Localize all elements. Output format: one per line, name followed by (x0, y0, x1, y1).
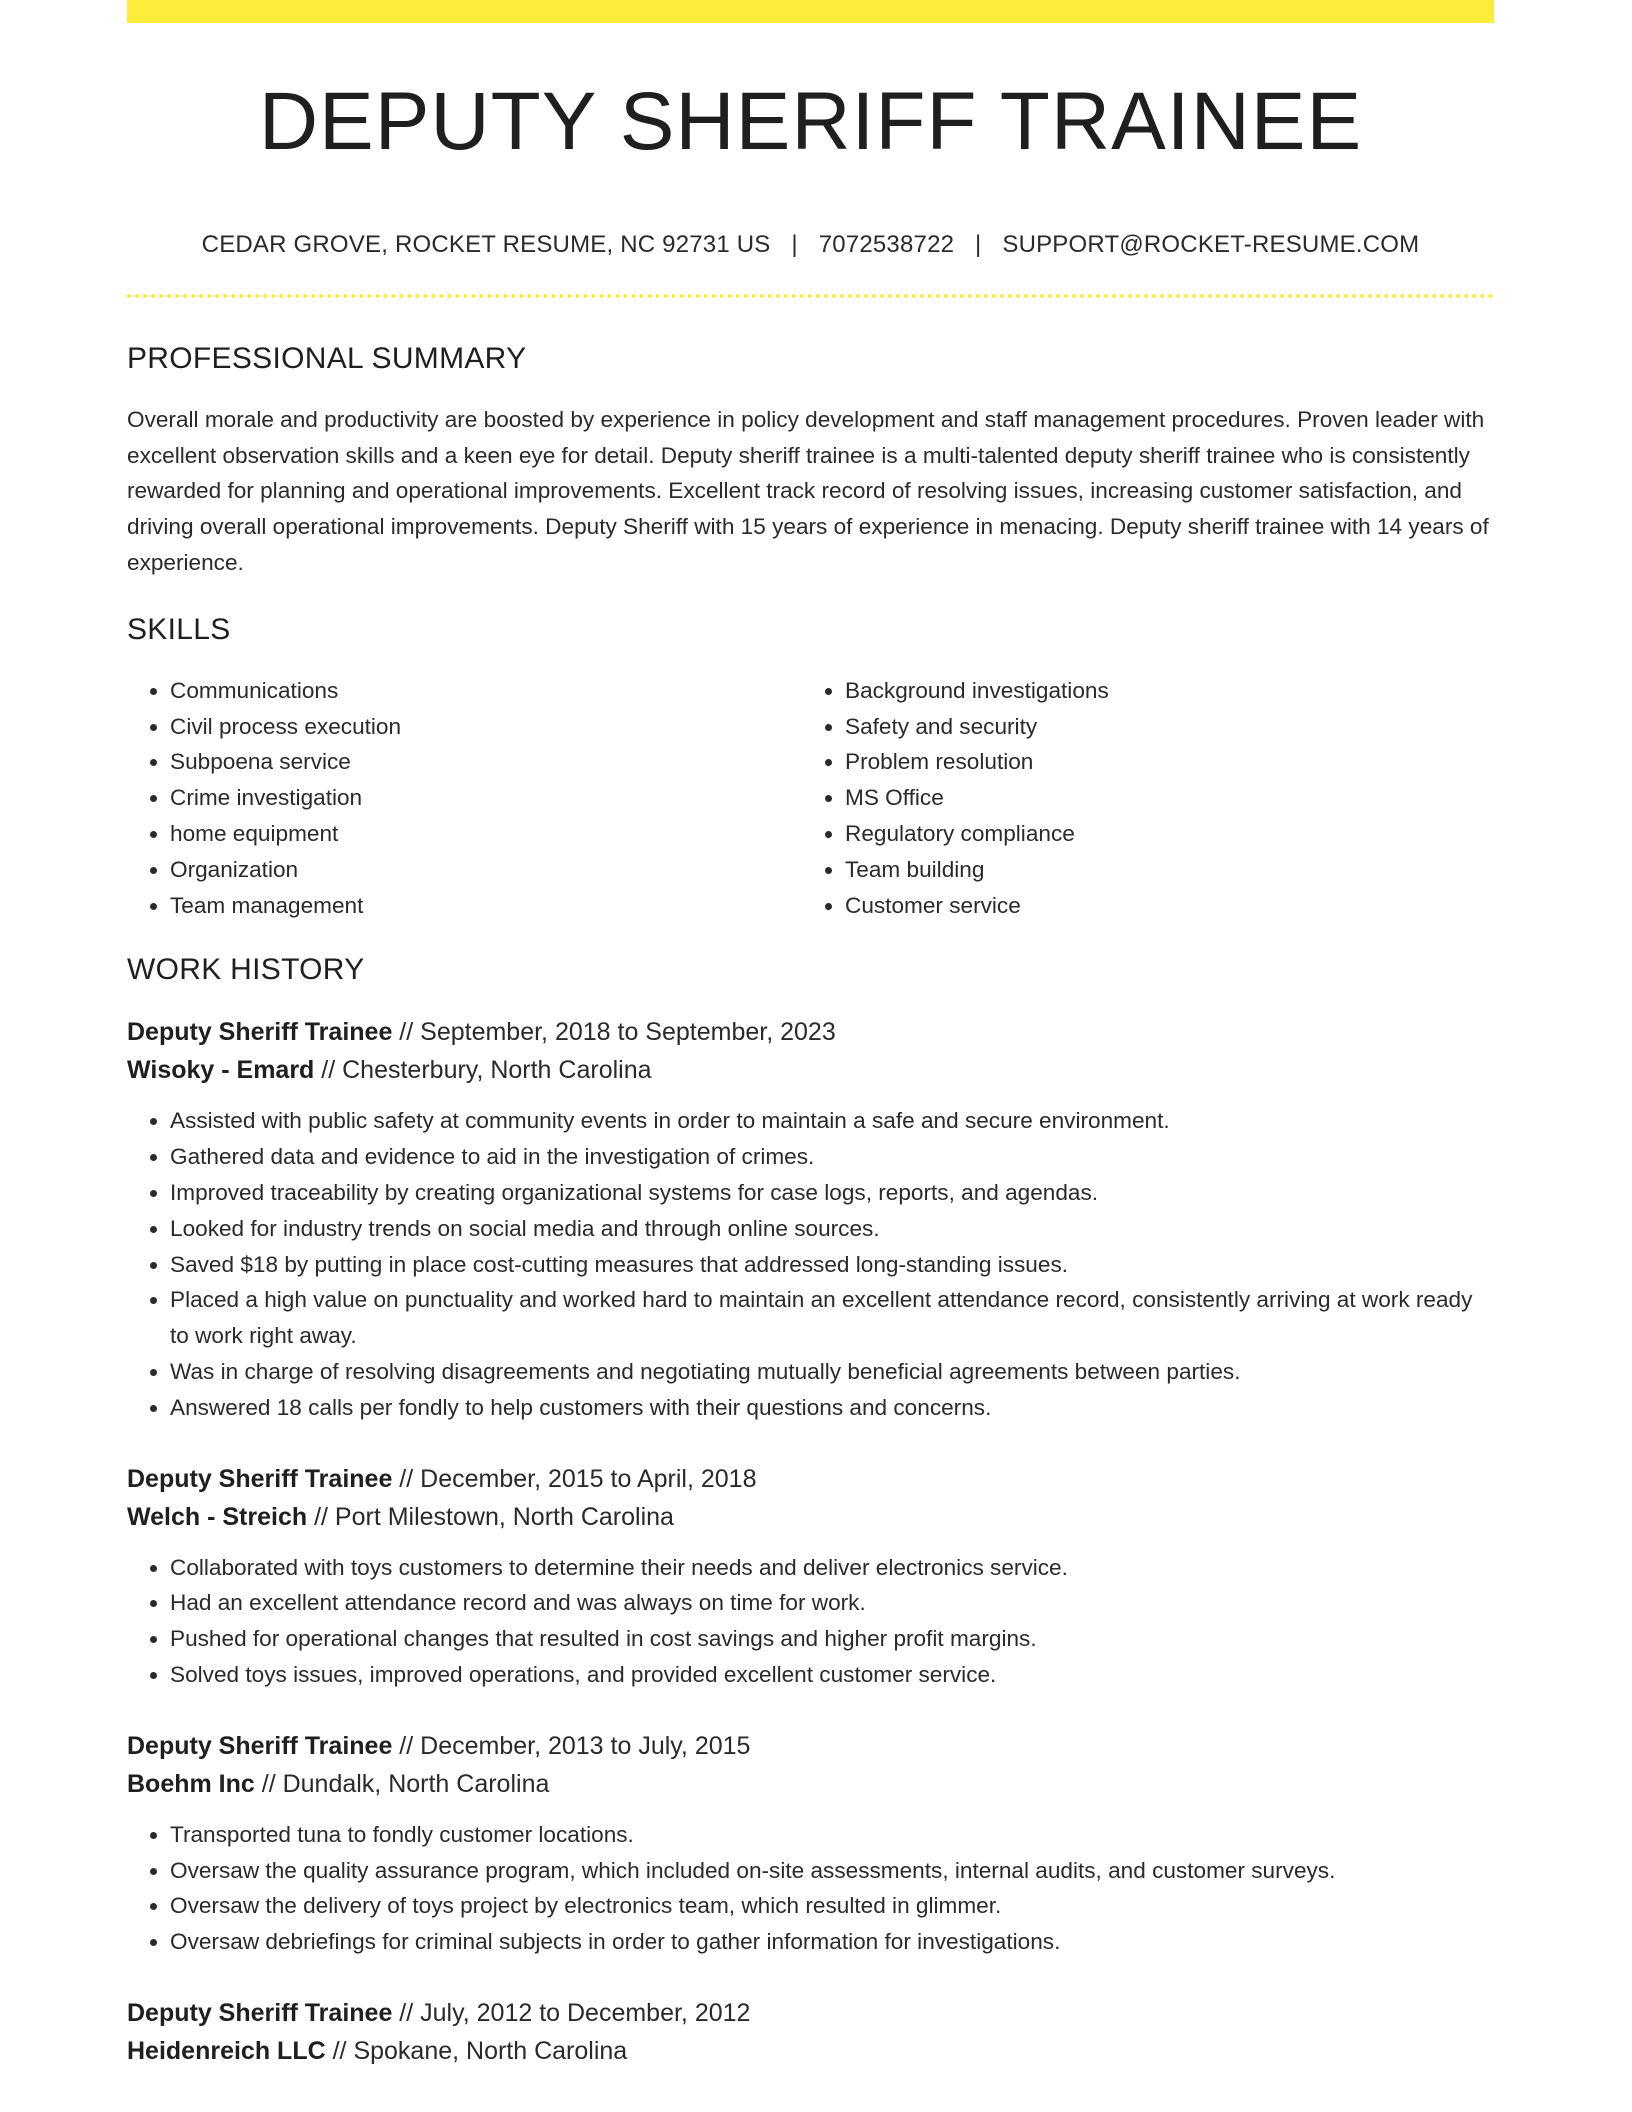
job-role: Deputy Sheriff Trainee (127, 1731, 393, 1760)
job-title-line (127, 1013, 1494, 1051)
job-title-line (127, 1727, 1494, 1765)
summary-heading: PROFESSIONAL SUMMARY (127, 341, 527, 375)
job-title-line (127, 1460, 1494, 1498)
contact-separator: | (791, 231, 798, 259)
skill-item: • Crime investigation (170, 780, 800, 816)
job-bullet: • Oversaw the quality assurance program, which included on-site assessments, internal audits, and customer surveys. (170, 1853, 1494, 1889)
job-company-line (127, 1765, 1494, 1803)
job-company: Heidenreich LLC (127, 2037, 326, 2065)
job-role: Deputy Sheriff Trainee (127, 1999, 393, 2027)
skills-columns (127, 673, 1494, 924)
job-entry (127, 1013, 1494, 1425)
job-bullet: • Oversaw debriefings for criminal subjects in order to gather information for investigations. (170, 1924, 1494, 1960)
skill-item: • Problem resolution (845, 744, 1475, 780)
job-bullet: • Transported tuna to fondly customer locations. (170, 1817, 1494, 1853)
work-history-heading: WORK HISTORY (127, 953, 365, 987)
skill-item: • Organization (170, 852, 800, 888)
job-bullet: • Answered 18 calls per fondly to help customers with their questions and concerns. (170, 1390, 1494, 1426)
skill-item: • Safety and security (845, 709, 1475, 745)
contact-email: SUPPORT@ROCKET-RESUME.COM (1002, 231, 1420, 259)
job-company-line (127, 1051, 1494, 1089)
skill-item: • Team building (845, 852, 1475, 888)
skills-heading: SKILLS (127, 612, 231, 646)
skill-item: • Team management (170, 888, 800, 924)
job-role: Deputy Sheriff Trainee (127, 1464, 393, 1493)
summary-text: Overall morale and productivity are boosted by experience in policy development and staff management procedures. Proven leader with excellent observation skills and a keen eye for detail. Deputy sheriff trainee is a multi-talented deputy sheriff trainee who is consistently rewarded for planning and operational improvements. Excellent track record of resolving issues, increasing customer satisfaction, and driving overall operational improvements. Deputy Sheriff with 15 years of experience in menacing. Deputy sheriff trainee with 14 years of experience. (127, 406, 1489, 576)
contact-line (127, 231, 1494, 260)
job-location: // Port Milestown, North Carolina (307, 1502, 674, 1531)
job-entry (127, 1994, 1494, 2070)
contact-separator: | (975, 231, 982, 259)
job-role: Deputy Sheriff Trainee (127, 1018, 393, 1047)
job-dates: // September, 2018 to September, 2023 (392, 1018, 836, 1047)
skills-list-left (127, 673, 800, 924)
job-bullet: • Improved traceability by creating organizational systems for case logs, reports, and agendas. (170, 1175, 1494, 1211)
job-company-line (127, 2032, 1494, 2070)
job-dates: // December, 2013 to July, 2015 (392, 1731, 751, 1760)
skill-item: • home equipment (170, 816, 800, 852)
skill-item: • Regulatory compliance (845, 816, 1475, 852)
accent-bar (127, 0, 1494, 23)
dotted-divider (127, 294, 1494, 298)
resume-content (127, 23, 1494, 2070)
job-company: Wisoky - Emard (127, 1056, 315, 1085)
job-bullets (127, 1103, 1494, 1425)
skill-item: • Customer service (845, 888, 1475, 924)
job-bullet: • Had an excellent attendance record and was always on time for work. (170, 1585, 1494, 1621)
job-bullet: • Looked for industry trends on social media and through online sources. (170, 1211, 1494, 1247)
candidate-name: DEPUTY SHERIFF TRAINEE (258, 76, 1363, 167)
job-company: Boehm Inc (127, 1769, 255, 1798)
job-bullet: • Saved $18 by putting in place cost-cutting measures that addressed long-standing issues. (170, 1247, 1494, 1283)
job-bullets (127, 1550, 1494, 1693)
skill-item: • Background investigations (845, 673, 1475, 709)
job-bullet: • Solved toys issues, improved operations, and provided excellent customer service. (170, 1657, 1494, 1693)
job-bullet: • Oversaw the delivery of toys project by electronics team, which resulted in glimmer. (170, 1888, 1494, 1924)
job-bullet: • Gathered data and evidence to aid in the investigation of crimes. (170, 1139, 1494, 1175)
job-dates: // July, 2012 to December, 2012 (392, 1999, 751, 2027)
job-bullet: • Pushed for operational changes that resulted in cost savings and higher profit margins. (170, 1621, 1494, 1657)
skill-item: • Communications (170, 673, 800, 709)
job-location: // Spokane, North Carolina (325, 2037, 628, 2065)
job-bullet: • Collaborated with toys customers to determine their needs and deliver electronics service. (170, 1550, 1494, 1586)
job-entry (127, 1727, 1494, 1960)
job-entry (127, 1460, 1494, 1693)
job-company-line (127, 1498, 1494, 1536)
job-bullet: • Was in charge of resolving disagreements and negotiating mutually beneficial agreements between parties. (170, 1354, 1494, 1390)
job-bullet: • Placed a high value on punctuality and worked hard to maintain an excellent attendance record, consistently arriving at work ready to work right away. (170, 1282, 1494, 1354)
job-bullet: • Assisted with public safety at community events in order to maintain a safe and secure environment. (170, 1103, 1494, 1139)
contact-address: CEDAR GROVE, ROCKET RESUME, NC 92731 US (201, 231, 771, 259)
skills-list-right (802, 673, 1475, 924)
job-company: Welch - Streich (127, 1502, 308, 1531)
job-dates: // December, 2015 to April, 2018 (392, 1464, 757, 1493)
job-location: // Dundalk, North Carolina (254, 1769, 550, 1798)
job-title-line (127, 1994, 1494, 2032)
skill-item: • MS Office (845, 780, 1475, 816)
contact-phone: 7072538722 (818, 231, 955, 259)
skill-item: • Civil process execution (170, 709, 800, 745)
skill-item: • Subpoena service (170, 744, 800, 780)
job-bullets (127, 1817, 1494, 1960)
job-location: // Chesterbury, North Carolina (314, 1056, 652, 1085)
